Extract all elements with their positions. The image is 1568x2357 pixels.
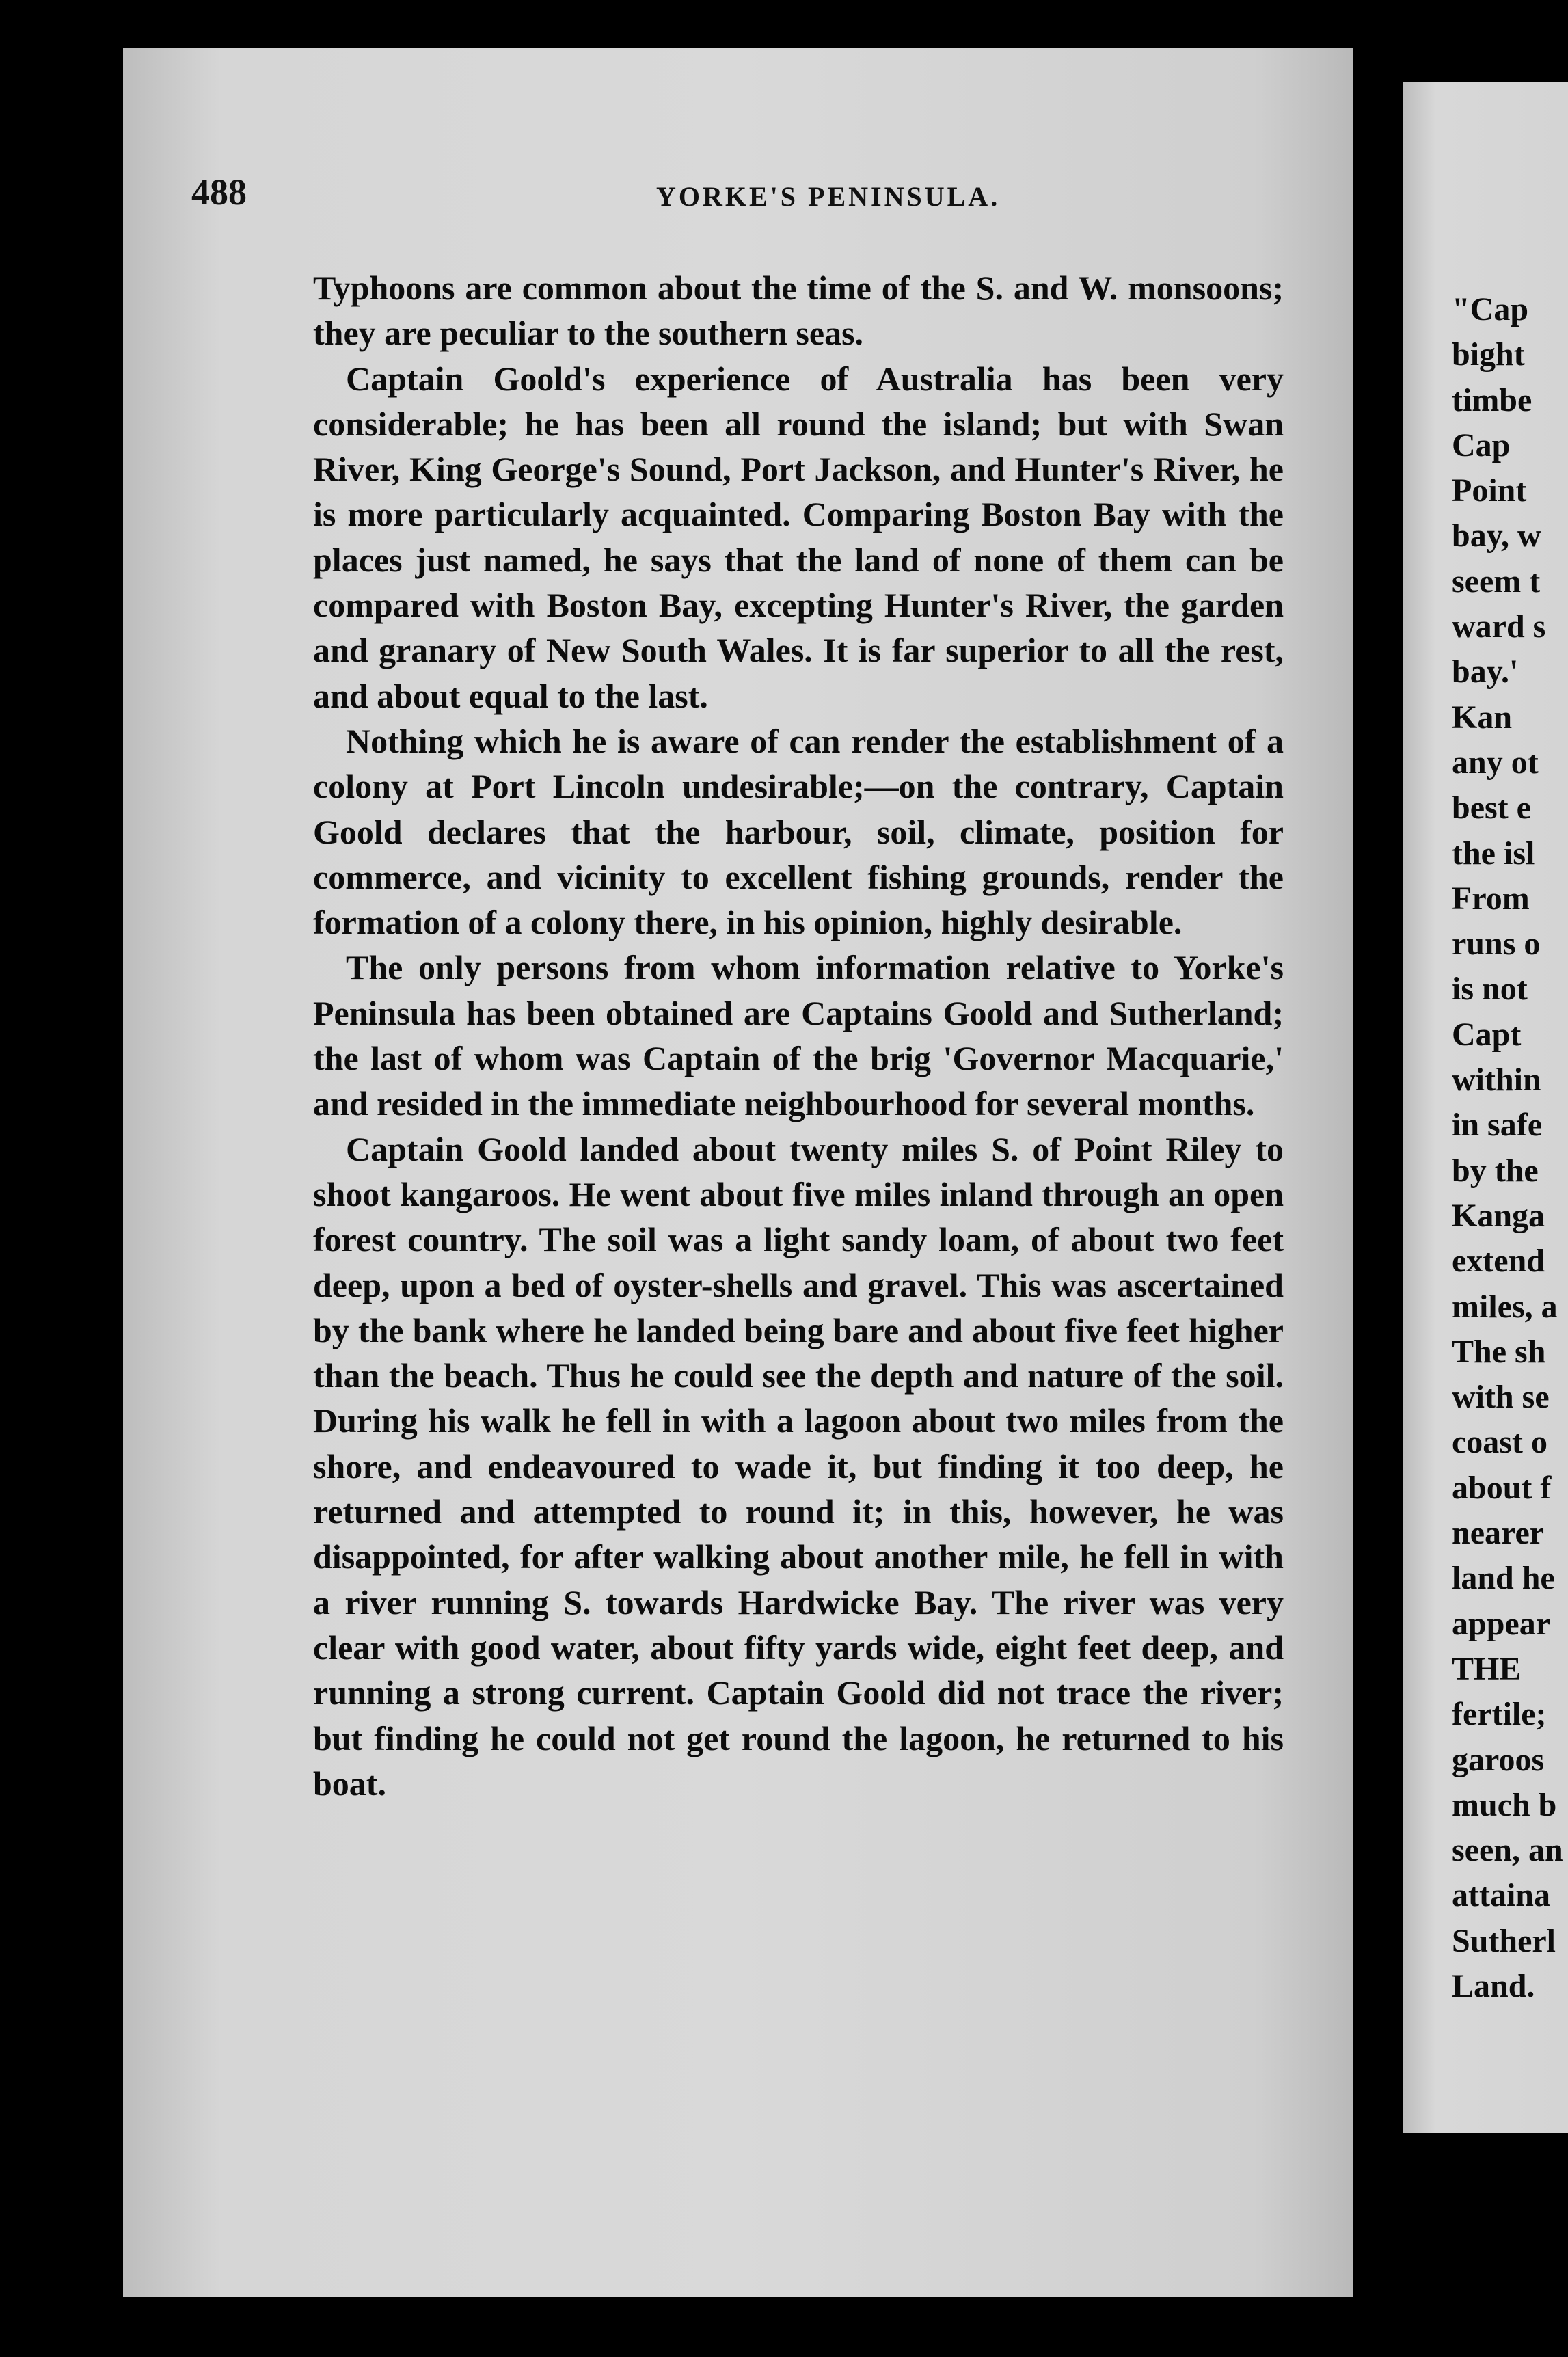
facing-page-line: much b: [1452, 1786, 1557, 1823]
facing-page-line: bight: [1452, 336, 1525, 373]
facing-page-line: "Cap: [1452, 291, 1529, 327]
facing-page-line: by the: [1452, 1152, 1539, 1189]
facing-page-line: Capt: [1452, 1016, 1522, 1053]
facing-page-line: seem t: [1452, 563, 1541, 600]
facing-page-line: the isl: [1452, 835, 1535, 872]
facing-page-line: Land.: [1452, 1967, 1535, 2004]
facing-page-line: runs o: [1452, 926, 1541, 962]
facing-page-line: ward s: [1452, 608, 1546, 645]
facing-page-line: best e: [1452, 790, 1531, 826]
facing-page-line: extend: [1452, 1243, 1545, 1280]
facing-page-line: THE: [1452, 1650, 1522, 1687]
paragraph: Nothing which he is aware of can render the establishment of a colony at Port Lincoln undesirable;—on the contrary, Captain Goold declares that the harbour, soil, climate, position for commerce, and vicinity to excellent fishing grounds, render the formation of a colony there, in his opinion, highly desirable.: [313, 721, 1284, 942]
paragraph: The only persons from whom information relative to Yorke's Peninsula has been obtained are Captains Goold and Sutherland; the last of whom was Captain of the brig 'Governor Macquarie,' and resided in the immediate neighbourhood for several months.: [313, 948, 1284, 1123]
facing-page-line: attaina: [1452, 1877, 1550, 1914]
facing-page-line: garoos: [1452, 1741, 1545, 1778]
facing-page-line: within: [1452, 1062, 1541, 1099]
facing-page-line: Kanga: [1452, 1197, 1545, 1234]
facing-page-line: with se: [1452, 1379, 1550, 1416]
facing-page-line: coast o: [1452, 1424, 1547, 1461]
facing-page-line: Kan: [1452, 699, 1513, 736]
facing-page-line: timbe: [1452, 381, 1532, 418]
paragraph: Captain Goold's experience of Australia has been very considerable; he has been all round the island; but with Swan River, King George's Sound, Port Jackson, and Hunter's River, he is more particularly acquainted. Comparing Boston Bay with the places just named, he says that the land of none of them can be compared with Boston Bay, excepting Hunter's River, the garden and granary of New South Wales. It is far superior to all the rest, and about equal to the last.: [313, 359, 1284, 715]
facing-page-text: [1452, 287, 1568, 2009]
facing-page-line: about f: [1452, 1469, 1552, 1506]
facing-page-line: bay.': [1452, 654, 1519, 690]
facing-page-line: appear: [1452, 1605, 1550, 1642]
facing-page-line: in safe: [1452, 1107, 1542, 1144]
paragraph: Captain Goold landed about twenty miles S. of Point Riley to shoot kangaroos. He went about five miles inland through an open forest country. The soil was a light sandy loam, of about two feet deep, upon a bed of oyster-shells and gravel. This was ascertained by the bank where he landed being bare and about five feet higher than the beach. Thus he could see the depth and nature of the soil. During his walk he fell in with a lagoon about two miles from the shore, and endeavoured to wade it, but finding it too deep, he returned and attempted to round it; in this, however, he was disappointed, for after walking about another mile, he fell in with a river running S. towards Hardwicke Bay. The river was very clear with good water, about fifty yards wide, eight feet deep, and running a strong current. Captain Goold did not trace the river; but finding he could not get round the lagoon, he returned to his boat.: [313, 1129, 1284, 1803]
facing-page-line: Point: [1452, 472, 1527, 509]
body-text: [313, 265, 1284, 1806]
page-gutter: [1355, 0, 1403, 2357]
facing-page-line: fertile;: [1452, 1696, 1547, 1733]
facing-page: [1403, 82, 1568, 2133]
facing-page-line: From: [1452, 880, 1530, 917]
facing-page-line: miles, a: [1452, 1288, 1558, 1325]
facing-page-line: Cap: [1452, 427, 1511, 463]
facing-page-line: nearer: [1452, 1515, 1545, 1552]
facing-page-line: seen, an: [1452, 1832, 1563, 1869]
page-header: [191, 171, 1292, 226]
running-head: YORKE'S PENINSULA.: [656, 181, 1001, 212]
facing-page-line: any ot: [1452, 744, 1539, 781]
paragraph: Typhoons are common about the time of the S. and W. monsoons; they are peculiar to the southern seas.: [313, 269, 1284, 353]
facing-page-line: land he: [1452, 1560, 1555, 1597]
facing-page-line: bay, w: [1452, 517, 1541, 554]
facing-page-line: The sh: [1452, 1333, 1546, 1370]
facing-page-line: Sutherl: [1452, 1922, 1556, 1959]
page-number: 488: [191, 172, 247, 213]
facing-page-line: is not: [1452, 971, 1528, 1008]
